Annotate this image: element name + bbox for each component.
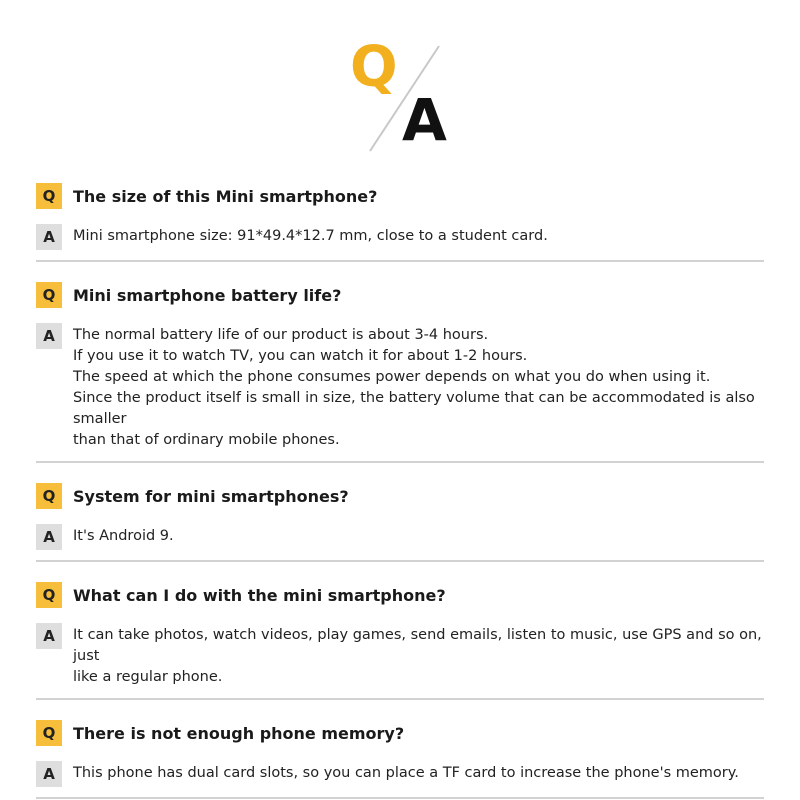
- q-badge: Q: [36, 582, 62, 608]
- answer-text: [73, 224, 548, 247]
- logo-q-letter: Q: [350, 35, 398, 100]
- question-row: [36, 582, 764, 610]
- answer-row: [36, 224, 764, 250]
- answer-line: than that of ordinary mobile phones.: [73, 432, 340, 448]
- answer-row: [36, 623, 764, 688]
- question-row: [36, 720, 764, 748]
- a-badge: A: [36, 323, 62, 349]
- a-badge: A: [36, 623, 62, 649]
- answer-text: [73, 761, 739, 784]
- answer-row: [36, 761, 764, 787]
- answer-line: like a regular phone.: [73, 669, 223, 685]
- answer-line: This phone has dual card slots, so you can place a TF card to increase the phone's memory.: [73, 765, 739, 781]
- a-badge: A: [36, 524, 62, 550]
- faq-item: [36, 183, 764, 262]
- q-badge: Q: [36, 720, 62, 746]
- qa-logo: [340, 36, 460, 156]
- answer-row: [36, 323, 764, 451]
- answer-line: The speed at which the phone consumes power depends on what you do when using it.: [73, 369, 711, 385]
- question-text: Mini smartphone battery life?: [73, 286, 342, 305]
- answer-text: [73, 623, 764, 688]
- answer-line: It can take photos, watch videos, play games, send emails, listen to music, use GPS and so on, just: [73, 627, 762, 664]
- question-text: What can I do with the mini smartphone?: [73, 586, 446, 605]
- faq-item: [36, 700, 764, 799]
- faq-item: [36, 463, 764, 562]
- question-row: [36, 282, 764, 310]
- question-text: There is not enough phone memory?: [73, 724, 405, 743]
- q-badge: Q: [36, 483, 62, 509]
- a-badge: A: [36, 224, 62, 250]
- answer-row: [36, 524, 764, 550]
- question-row: [36, 183, 764, 211]
- q-badge: Q: [36, 183, 62, 209]
- q-badge: Q: [36, 282, 62, 308]
- a-badge: A: [36, 761, 62, 787]
- question-text: System for mini smartphones?: [73, 487, 349, 506]
- answer-text: [73, 524, 174, 547]
- answer-text: [73, 323, 764, 451]
- answer-line: The normal battery life of our product is about 3-4 hours.: [73, 327, 489, 343]
- faq-list: [36, 183, 764, 799]
- answer-line: Since the product itself is small in size, the battery volume that can be accommodated is also smaller: [73, 390, 755, 427]
- answer-line: Mini smartphone size: 91*49.4*12.7 mm, close to a student card.: [73, 228, 548, 244]
- answer-line: If you use it to watch TV, you can watch it for about 1-2 hours.: [73, 348, 528, 364]
- faq-item: [36, 562, 764, 700]
- faq-item: [36, 262, 764, 463]
- question-row: [36, 483, 764, 511]
- question-text: The size of this Mini smartphone?: [73, 187, 378, 206]
- answer-line: It's Android 9.: [73, 528, 174, 544]
- logo-a-letter: A: [402, 86, 447, 154]
